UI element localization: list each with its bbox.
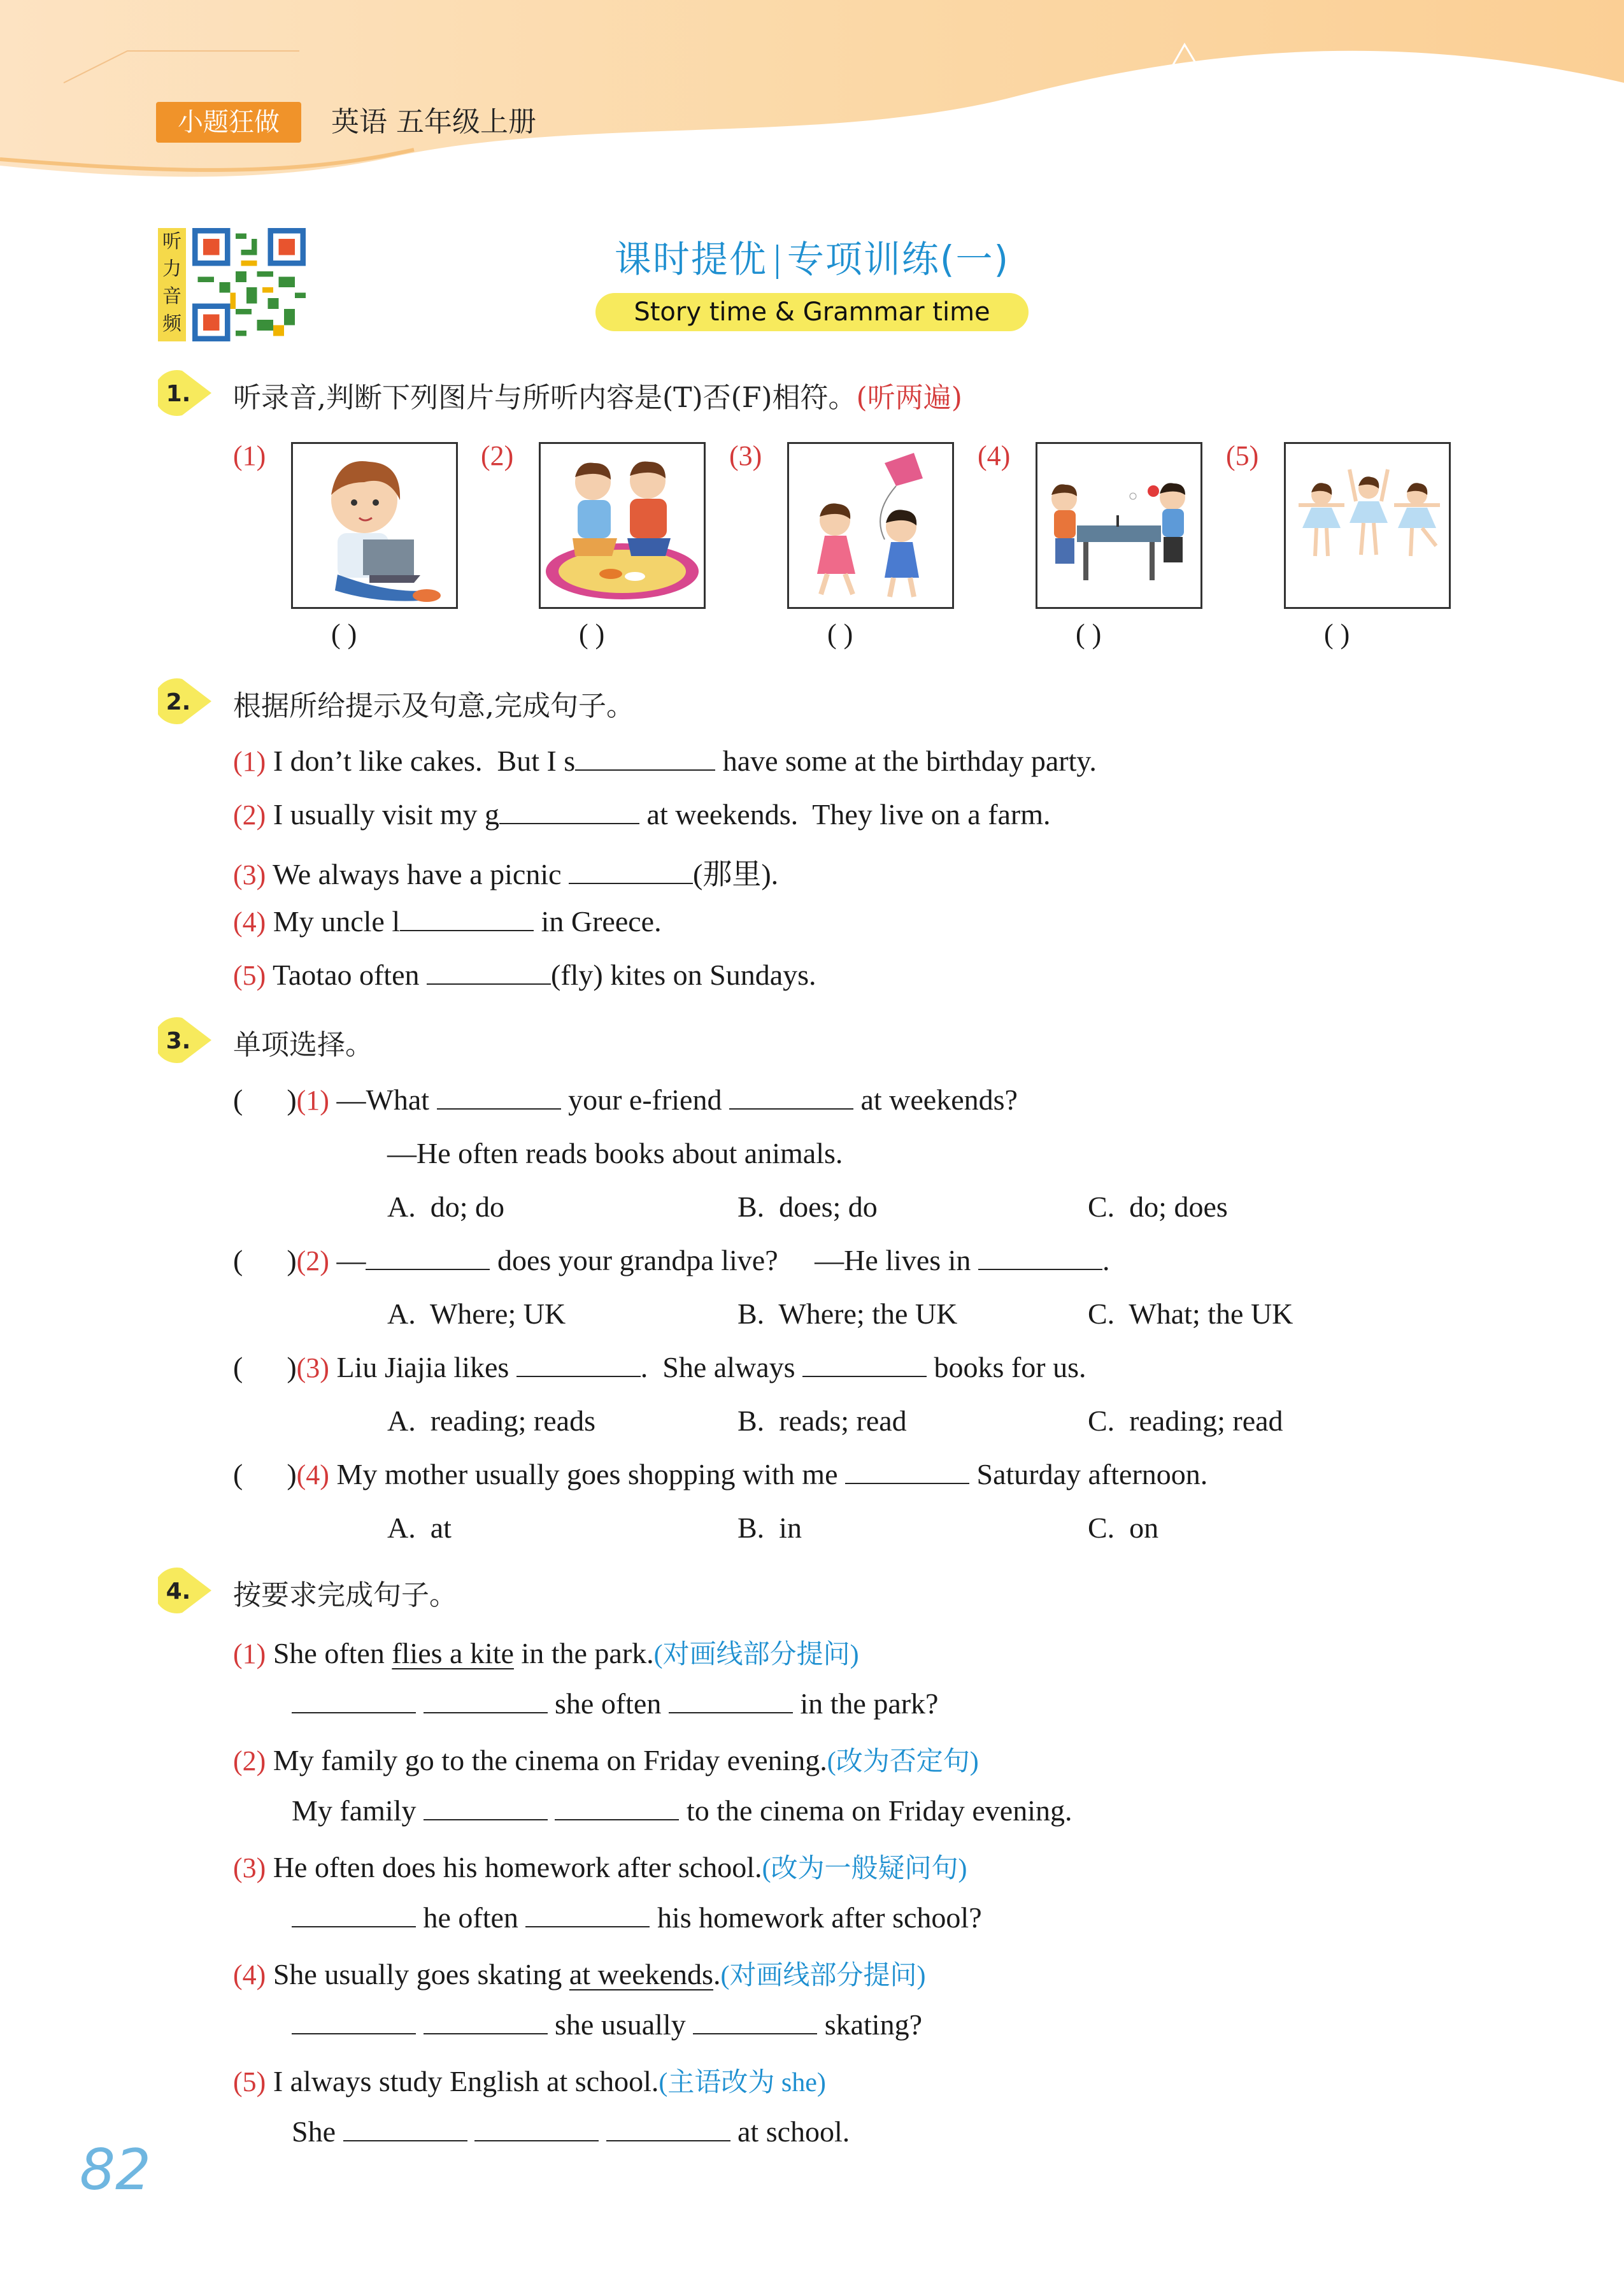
- option-b[interactable]: B. does; do: [737, 1190, 878, 1223]
- q2-text: My uncle l: [273, 905, 401, 938]
- q2-item-label: (3): [233, 859, 266, 890]
- answer-blank[interactable]: [292, 2008, 416, 2034]
- q3-item-label: (1): [296, 1085, 329, 1116]
- question-4-badge: [158, 1566, 211, 1615]
- choice-answer-paren[interactable]: ( ): [233, 1458, 297, 1490]
- q3-item-3: ( )(3) Liu Jiajia likes . She always books for us.: [233, 1351, 1086, 1383]
- task-hint: (对画线部分提问): [720, 1961, 926, 1990]
- q2-text: We always have a picnic: [272, 858, 562, 890]
- option-a[interactable]: A. Where; UK: [387, 1297, 566, 1330]
- q4-answer-5: She at school.: [292, 2115, 850, 2148]
- question-3-badge: [158, 1015, 211, 1065]
- q4-item-3: (3) He often does his homework after school.(改为一般疑问句): [233, 1851, 967, 1883]
- q2-text: have some at the birthday party.: [722, 745, 1097, 777]
- q4-item-4: (4) She usually goes skating at weekends.(对画线部分提问): [233, 1958, 926, 1990]
- q2-text: (fly) kites on Sundays.: [551, 959, 816, 991]
- option-a[interactable]: A. do; do: [387, 1190, 504, 1223]
- answer-blank[interactable]: [575, 744, 715, 771]
- q1-item-label: (1): [233, 440, 266, 471]
- task-hint: (对画线部分提问): [653, 1640, 859, 1669]
- q2-item-label: (4): [233, 906, 266, 938]
- answer-blank[interactable]: [606, 2115, 730, 2141]
- option-b[interactable]: B. reads; read: [737, 1404, 907, 1437]
- option-c[interactable]: C. What; the UK: [1088, 1297, 1293, 1330]
- answer-blank[interactable]: [427, 958, 551, 985]
- answer-blank[interactable]: [292, 1901, 416, 1927]
- page-number: 82: [80, 2137, 151, 2203]
- q2-item-label: (1): [233, 746, 266, 777]
- q1-answer-paren[interactable]: ( ): [579, 618, 605, 650]
- option-c[interactable]: C. do; does: [1088, 1190, 1228, 1223]
- q2-item-label: (2): [233, 799, 266, 831]
- q3-item-4: ( )(4) My mother usually goes shopping with me Saturday afternoon.: [233, 1458, 1208, 1490]
- task-hint: (主语改为 she): [659, 2068, 826, 2097]
- question-4-instruction: 按要求完成句子。: [233, 1579, 457, 1611]
- q2-text: in Greece.: [541, 905, 662, 938]
- q2-text: I usually visit my g: [273, 798, 500, 831]
- question-3-instruction: 单项选择。: [233, 1029, 373, 1061]
- q2-item: [233, 744, 1097, 778]
- q2-item: [233, 904, 662, 938]
- section-title-a: 课时提优: [614, 238, 767, 281]
- question-2-instruction: 根据所给提示及句意,完成句子。: [233, 690, 634, 722]
- underlined-part: flies a kite: [392, 1637, 514, 1669]
- option-b[interactable]: B. Where; the UK: [737, 1297, 958, 1330]
- answer-blank[interactable]: [525, 1901, 650, 1927]
- q3-item-label: (2): [296, 1245, 329, 1276]
- question-4-number: 4.: [166, 1578, 191, 1604]
- picture-girls-flying-kite: [787, 442, 954, 609]
- q3-item-1: ( )(1) —What your e-friend at weekends?: [233, 1083, 1018, 1116]
- q4-answer-1: she often in the park?: [292, 1687, 938, 1720]
- q1-answer-paren[interactable]: ( ): [1324, 618, 1350, 650]
- q1-item-label: (4): [978, 440, 1011, 471]
- question-3-number: 3.: [166, 1028, 191, 1054]
- underlined-part: at weekends: [569, 1958, 713, 1990]
- q1-item-label: (2): [481, 440, 514, 471]
- answer-blank[interactable]: [555, 1794, 679, 1820]
- q2-text: (那里).: [693, 858, 779, 890]
- q2-text: I don’t like cakes. But I s: [273, 745, 576, 777]
- answer-blank[interactable]: [366, 1243, 490, 1270]
- answer-blank[interactable]: [424, 1687, 548, 1713]
- q1-answer-paren[interactable]: ( ): [331, 618, 357, 650]
- answer-blank[interactable]: [669, 1687, 793, 1713]
- answer-blank[interactable]: [845, 1457, 969, 1484]
- q2-item-label: (5): [233, 960, 266, 991]
- q4-item-1: (1) She often flies a kite in the park.(对画线部分提问): [233, 1637, 859, 1669]
- option-c[interactable]: C. reading; read: [1088, 1404, 1283, 1437]
- q4-item-2: (2) My family go to the cinema on Friday evening.(改为否定句): [233, 1744, 979, 1776]
- q3-item-1-reply: —He often reads books about animals.: [387, 1137, 843, 1169]
- answer-blank[interactable]: [569, 857, 693, 884]
- q1-item-label: (3): [729, 440, 762, 471]
- title-divider: [776, 245, 778, 279]
- choice-answer-paren[interactable]: ( ): [233, 1083, 297, 1116]
- q3-item-2: ( )(2) — does your grandpa live? —He lives in .: [233, 1244, 1110, 1276]
- q2-item: [233, 797, 1051, 831]
- q2-item: [233, 958, 816, 992]
- q1-item-label: (5): [1226, 440, 1259, 471]
- q2-text: at weekends. They live on a farm.: [646, 798, 1051, 831]
- picture-kids-playing-table-tennis: [1036, 442, 1202, 609]
- option-b[interactable]: B. in: [737, 1511, 802, 1544]
- task-hint: (改为否定句): [827, 1747, 979, 1776]
- question-2-number: 2.: [166, 689, 191, 715]
- choice-answer-paren[interactable]: ( ): [233, 1244, 297, 1276]
- answer-blank[interactable]: [978, 1243, 1102, 1270]
- q4-answer-3: he often his homework after school?: [292, 1901, 982, 1934]
- q2-item: [233, 851, 778, 893]
- answer-blank[interactable]: [292, 1687, 416, 1713]
- q1-answer-paren[interactable]: ( ): [827, 618, 853, 650]
- answer-blank[interactable]: [516, 1350, 641, 1377]
- subject-grade-title: 英语 五年级上册: [331, 106, 536, 138]
- book-series-tag: 小题狂做: [156, 102, 301, 143]
- option-a[interactable]: A. reading; reads: [387, 1404, 595, 1437]
- q4-answer-2: My family to the cinema on Friday evening.: [292, 1794, 1072, 1827]
- section-subtitle: Story time & Grammar time: [595, 293, 1029, 331]
- question-1-number: 1.: [166, 381, 191, 407]
- answer-blank[interactable]: [400, 904, 534, 931]
- picture-girls-dancing-ballet: [1284, 442, 1451, 609]
- picture-boy-with-laptop: [291, 442, 458, 609]
- section-title: [0, 229, 1624, 283]
- q2-text: Taotao often: [272, 959, 420, 991]
- q3-item-label: (4): [296, 1459, 329, 1490]
- answer-blank[interactable]: [693, 2008, 817, 2034]
- q3-item-label: (3): [296, 1352, 329, 1383]
- option-c[interactable]: C. on: [1088, 1511, 1159, 1544]
- question-1-instruction: [233, 375, 962, 415]
- answer-blank[interactable]: [424, 2008, 548, 2034]
- q1-answer-paren[interactable]: ( ): [1076, 618, 1102, 650]
- answer-blank[interactable]: [802, 1350, 927, 1377]
- question-2-badge: [158, 676, 211, 726]
- header-band: [0, 0, 1624, 191]
- section-title-b: 专项训练(一): [787, 238, 1010, 281]
- q4-item-5: (5) I always study English at school.(主语改为 she): [233, 2065, 826, 2097]
- answer-blank[interactable]: [729, 1083, 853, 1110]
- question-1-badge: [158, 368, 211, 418]
- q1-instruction-text: 听录音,判断下列图片与所听内容是(T)否(F)相符。: [233, 382, 857, 414]
- answer-blank[interactable]: [474, 2115, 599, 2141]
- answer-blank[interactable]: [424, 1794, 548, 1820]
- answer-blank[interactable]: [499, 797, 639, 824]
- option-a[interactable]: A. at: [387, 1511, 452, 1544]
- q4-answer-4: she usually skating?: [292, 2008, 922, 2041]
- answer-blank[interactable]: [437, 1083, 561, 1110]
- choice-answer-paren[interactable]: ( ): [233, 1351, 297, 1383]
- answer-blank[interactable]: [343, 2115, 467, 2141]
- qr-audio-label: 听力音频: [158, 228, 186, 341]
- picture-boys-having-picnic: [539, 442, 706, 609]
- q1-note: (听两遍): [856, 382, 962, 414]
- task-hint: (改为一般疑问句): [762, 1854, 967, 1883]
